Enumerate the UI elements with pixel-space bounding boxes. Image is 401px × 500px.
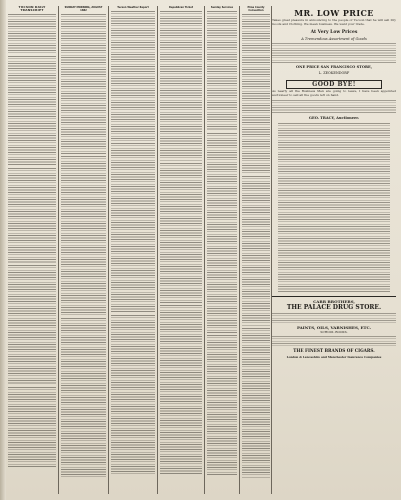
ad-line: CARR BROTHERS, — [313, 298, 355, 304]
good-bye-banner — [286, 80, 382, 89]
column-rule — [204, 6, 205, 494]
column-6 — [242, 6, 270, 494]
text-block — [61, 14, 106, 154]
column-rule — [157, 6, 158, 494]
advertisement-column — [272, 8, 396, 494]
drug-store-ad — [272, 296, 396, 359]
column-rule — [239, 6, 240, 494]
column-4 — [160, 6, 202, 494]
text-block — [61, 156, 106, 316]
column-heading: Sunday Services — [210, 6, 234, 9]
ad-title: MR. LOW PRICE — [294, 8, 374, 18]
text-block — [111, 315, 155, 475]
masthead-left: TUCSON DAILY TRANSCRIPT — [18, 6, 46, 13]
ad-line: SCHOOL BOOKS. — [320, 329, 348, 334]
column-5 — [207, 6, 237, 494]
table-block — [8, 14, 56, 54]
price-list-block — [278, 123, 390, 293]
ad-signature: GEO. TRACY, Auctioneer. — [308, 115, 360, 120]
ad-title: THE PALACE DRUG STORE. — [286, 303, 382, 311]
column-heading: Tucson Weather Report — [117, 6, 149, 9]
ad-signature: L. ZEOKENDORF — [318, 70, 350, 75]
text-block — [160, 163, 202, 303]
ad-text-block — [272, 100, 396, 114]
column-rule — [108, 6, 109, 494]
text-block — [207, 11, 237, 131]
ad-text-block — [272, 313, 396, 323]
text-block — [111, 11, 155, 141]
list-block — [207, 335, 237, 475]
column-heading: SUNDAY MORNING, AUGUST 1882 — [64, 6, 103, 13]
text-block — [8, 56, 56, 166]
table-block — [242, 176, 270, 326]
text-block — [160, 305, 202, 475]
column-3 — [111, 6, 155, 494]
ad-line: A Tremendous Assortment of Goods — [301, 36, 367, 41]
ad-text-block — [272, 43, 396, 63]
ad-body: Takes great pleasure in announcing to the people of Tucson that he will sell Dry Goods and Clothing. We mean business. We want your trade. — [272, 18, 396, 26]
ad-subtitle: At Very Low Prices — [310, 29, 358, 35]
ad-line: London & Lancashire and Manchester Insurance Companies — [286, 354, 382, 359]
page-fold-shadow — [0, 0, 6, 500]
column-rule — [58, 6, 59, 494]
column-2 — [61, 6, 106, 494]
list-block — [207, 133, 237, 333]
ad-title: GOOD BYE! — [312, 80, 356, 88]
text-block — [61, 318, 106, 478]
column-1 — [8, 6, 56, 494]
text-block — [160, 11, 202, 161]
text-block — [242, 328, 270, 478]
ad-line: ONE PRICE SAN FRANCISCO STORE, — [296, 64, 372, 69]
column-heading: Republican Ticket — [169, 6, 193, 9]
ad-line: THE FINEST BRANDS OF CIGARS. — [293, 347, 375, 353]
text-block — [8, 387, 56, 467]
text-block — [111, 143, 155, 313]
text-block — [8, 168, 56, 263]
text-block — [8, 265, 56, 385]
column-heading: Pima County Convention — [247, 6, 265, 13]
ad-line: PAINTS, OILS, VARNISHES, ETC. — [296, 324, 372, 330]
ad-text-block — [272, 336, 396, 346]
text-block — [242, 14, 270, 174]
ad-body: As nearly all the Business Men are going to leave, I have been appointed auctioneer to sell all the goods left on hand. — [272, 88, 396, 97]
